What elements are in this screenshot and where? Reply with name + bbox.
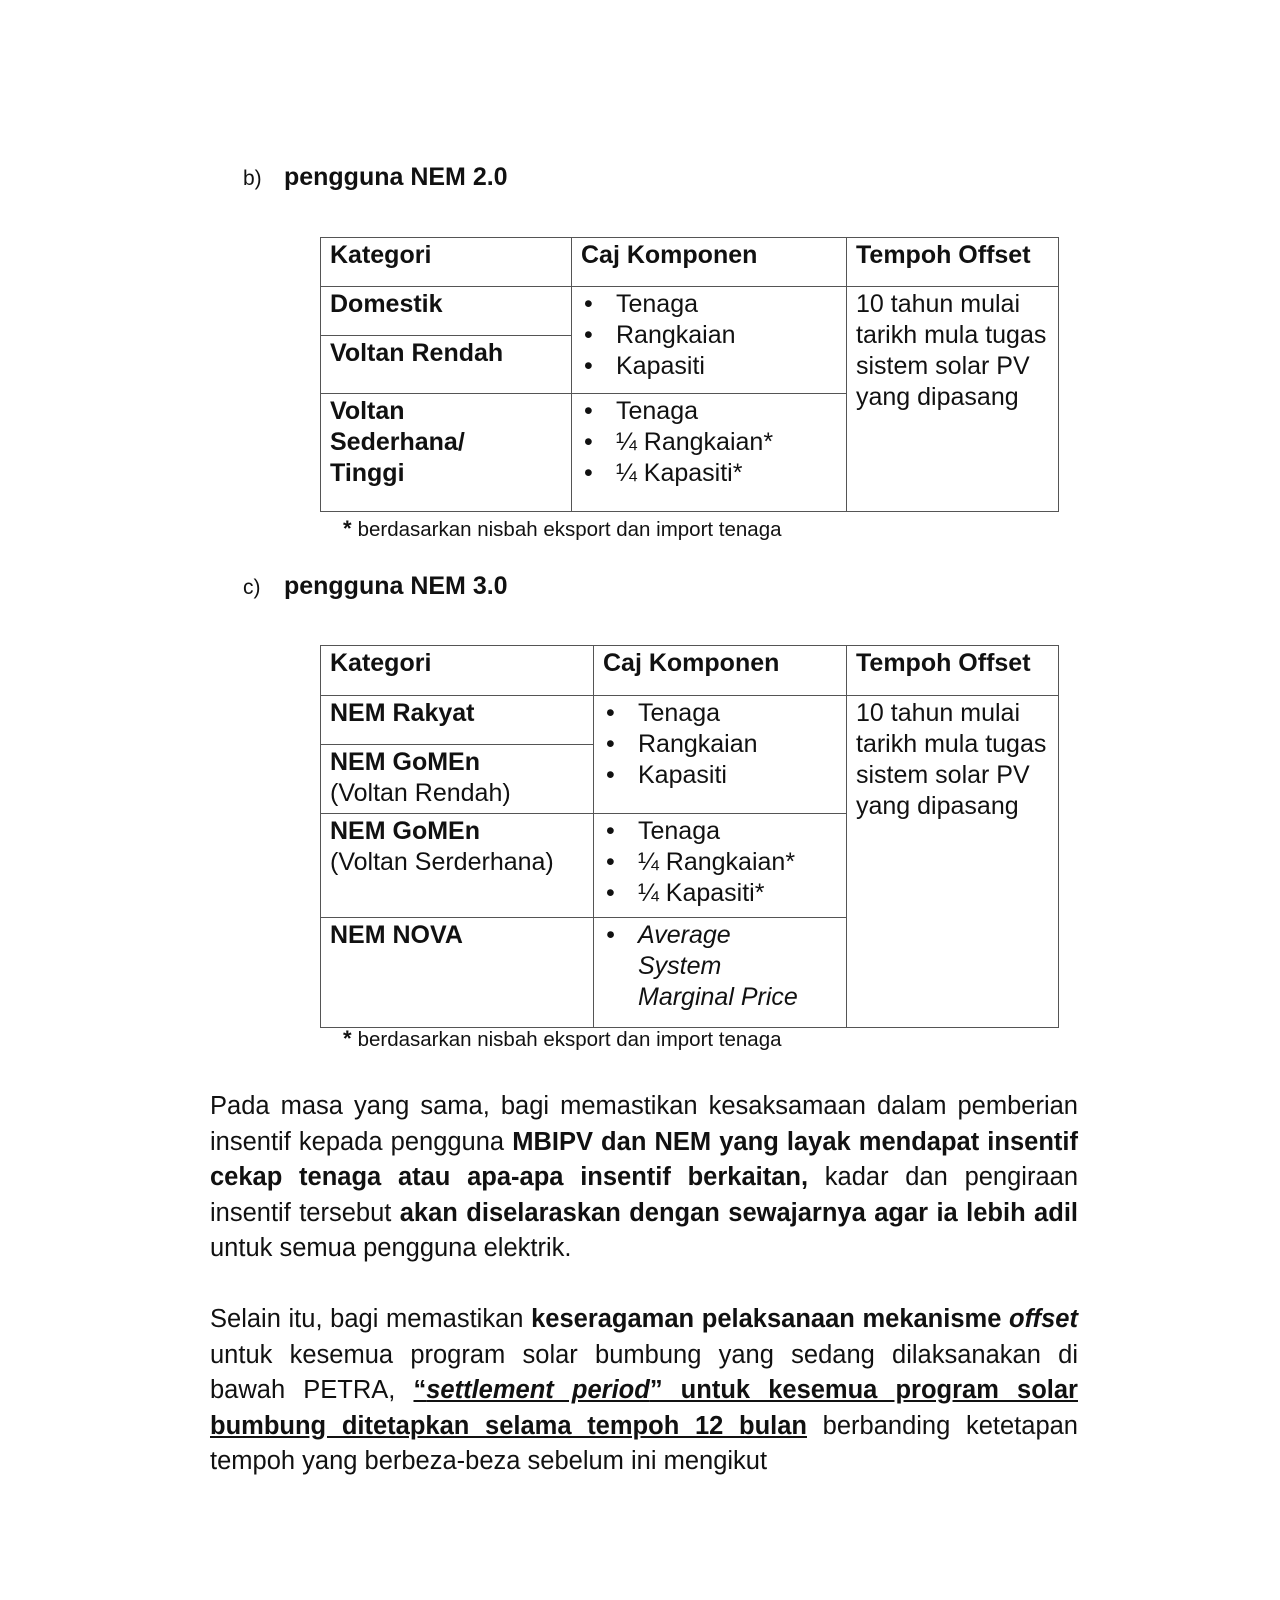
- paragraph-text: untuk semua pengguna elektrik.: [210, 1234, 572, 1262]
- section-c-marker: c): [243, 576, 261, 599]
- paragraph-2: [210, 1302, 1078, 1480]
- section-b-title: pengguna NEM 2.0: [283, 163, 508, 191]
- component-list: [603, 816, 837, 909]
- list-item: • Rangkaian: [581, 320, 837, 351]
- settlement-period-term: settlement period: [426, 1376, 650, 1404]
- paragraph-1: [210, 1089, 1078, 1267]
- category-subtitle: (Voltan Serderhana): [330, 848, 554, 876]
- components-cell: [594, 918, 847, 1028]
- header-kategori: Kategori: [321, 646, 594, 696]
- section-c-heading: [243, 572, 508, 601]
- footnote: [343, 1026, 782, 1052]
- list-item: • Tenaga: [581, 396, 837, 427]
- components-cell: [572, 287, 847, 394]
- header-kategori: Kategori: [321, 238, 572, 287]
- offset-cell: 10 tahun mulai tarikh mula tugas sistem solar PV yang dipasang: [847, 696, 1059, 1028]
- category-cell: NEM NOVA: [321, 918, 594, 1028]
- table-row: [321, 696, 1059, 745]
- category-cell: Voltan Rendah: [321, 336, 572, 394]
- component-list: [581, 396, 837, 489]
- paragraph-text: untuk kesemua program solar bumbung yang sedang dilaksanakan di bawah PETRA,: [210, 1340, 1078, 1404]
- category-cell: NEM Rakyat: [321, 696, 594, 745]
- section-b-heading: [243, 163, 508, 192]
- category-cell: Voltan Sederhana/ Tinggi: [321, 394, 572, 512]
- section-b-marker: b): [243, 167, 262, 190]
- footnote-text: berdasarkan nisbah eksport dan import tenaga: [357, 518, 782, 541]
- header-tempoh-offset: Tempoh Offset: [847, 238, 1059, 287]
- nem3-table: [320, 645, 1059, 1028]
- underlined-text: ” untuk kesemua program solar bumbung ditetapkan selama tempoh 12 bulan: [210, 1376, 1078, 1440]
- list-item: • ¼ Kapasiti*: [581, 458, 837, 489]
- paragraph-text: kadar dan pengiraan insentif tersebut: [210, 1163, 1078, 1227]
- footnote-mark: *: [343, 1026, 352, 1051]
- list-item: • ¼ Kapasiti*: [603, 878, 837, 909]
- paragraph-bold-text: MBIPV dan NEM yang layak mendapat insentif cekap tenaga atau apa-apa insentif berkaitan,: [210, 1127, 1078, 1191]
- footnote: [343, 516, 782, 542]
- components-cell: [594, 814, 847, 918]
- paragraph-bold-italic-text: offset: [1009, 1305, 1078, 1333]
- category-cell: [321, 745, 594, 814]
- footnote-mark: *: [343, 516, 352, 541]
- paragraph-text: Selain itu, bagi memastikan: [210, 1305, 532, 1333]
- list-item: • Tenaga: [603, 816, 837, 847]
- offset-cell: 10 tahun mulai tarikh mula tugas sistem solar PV yang dipasang: [847, 287, 1059, 512]
- category-cell: Domestik: [321, 287, 572, 336]
- header-caj-komponen: Caj Komponen: [594, 646, 847, 696]
- nem2-table: [320, 237, 1059, 512]
- paragraph-text: Pada masa yang sama, bagi memastikan kesaksamaan dalam pemberian insentif kepada pengguna: [210, 1092, 1078, 1156]
- section-c-title: pengguna NEM 3.0: [283, 572, 508, 600]
- list-item: • Kapasiti: [603, 760, 837, 791]
- open-quote: “: [413, 1376, 427, 1404]
- footnote-text: berdasarkan nisbah eksport dan import tenaga: [357, 1028, 782, 1051]
- components-cell: [594, 696, 847, 814]
- category-subtitle: (Voltan Rendah): [330, 779, 511, 807]
- list-item: • Rangkaian: [603, 729, 837, 760]
- list-item: • ¼ Rangkaian*: [581, 427, 837, 458]
- list-item: • Tenaga: [581, 289, 837, 320]
- component-list: [603, 920, 837, 1013]
- component-list: [603, 698, 837, 791]
- list-item: • Tenaga: [603, 698, 837, 729]
- list-item: • ¼ Rangkaian*: [603, 847, 837, 878]
- table-row: [321, 287, 1059, 336]
- components-cell: [572, 394, 847, 512]
- list-item: • Kapasiti: [581, 351, 837, 382]
- paragraph-text: berbanding ketetapan tempoh yang berbeza-beza sebelum ini mengikut: [210, 1411, 1078, 1475]
- paragraph-bold-text: keseragaman pelaksanaan mekanisme: [531, 1305, 1002, 1333]
- list-item: • Average System Marginal Price: [603, 920, 817, 1013]
- category-name: NEM GoMEn: [330, 748, 480, 776]
- table-header-row: [321, 646, 1059, 696]
- component-list: [581, 289, 837, 382]
- category-name: NEM GoMEn: [330, 817, 480, 845]
- header-tempoh-offset: Tempoh Offset: [847, 646, 1059, 696]
- category-cell: [321, 814, 594, 918]
- paragraph-bold-text: akan diselaraskan dengan sewajarnya agar ia lebih adil: [399, 1198, 1078, 1227]
- table-header-row: [321, 238, 1059, 287]
- header-caj-komponen: Caj Komponen: [572, 238, 847, 287]
